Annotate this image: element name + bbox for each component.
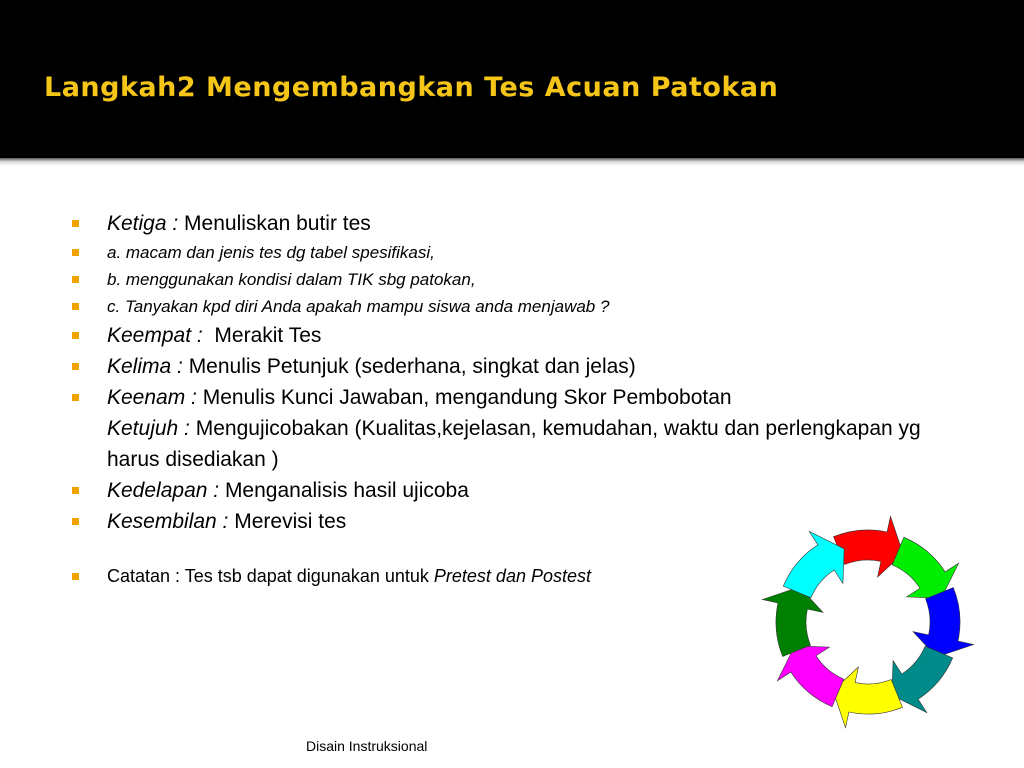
sub-step-text: b. menggunakan kondisi dalam TIK sbg patokan, xyxy=(107,270,476,289)
cycle-arrow-green xyxy=(892,537,958,598)
step-label: Ketiga : xyxy=(107,212,179,235)
slide-footer: Disain Instruksional xyxy=(306,738,428,754)
step-label: Kedelapan : xyxy=(107,479,220,502)
step-text: Menulis Kunci Jawaban, mengandung Skor Pembobotan xyxy=(196,386,732,409)
step-label: Kesembilan : xyxy=(107,510,229,533)
title-divider xyxy=(0,158,1024,166)
cycle-arrow-blue xyxy=(913,588,974,658)
bullet-keempat xyxy=(72,320,952,351)
sub-step-text: a. macam dan jenis tes dg tabel spesifikasi, xyxy=(107,243,435,262)
bullet-marker xyxy=(72,276,79,283)
bullet-marker xyxy=(72,303,79,310)
bullet-keenam xyxy=(72,382,952,413)
bullet-marker xyxy=(72,332,79,339)
note-text: Catatan : Tes tsb dapat digunakan untuk xyxy=(107,566,434,586)
bullet-sub-a xyxy=(72,239,952,266)
step-label: Keenam : xyxy=(107,386,197,409)
sub-step-text: c. Tanyakan kpd diri Anda apakah mampu siswa anda menjawab ? xyxy=(107,297,610,316)
bullet-sub-c xyxy=(72,293,952,320)
cycle-arrow-red xyxy=(834,516,904,577)
circular-arrows-cycle-icon xyxy=(758,510,978,735)
step-label: Kelima : xyxy=(107,355,183,378)
bullet-ketujuh xyxy=(72,413,952,475)
cycle-arrow-teal xyxy=(892,646,953,712)
step-text: Mengujicobakan (Kualitas,kejelasan, kemudahan, waktu dan perlengkapan yg harus disediakan ) xyxy=(107,417,921,471)
step-text: Menulis Petunjuk (sederhana, singkat dan jelas) xyxy=(182,355,636,378)
cycle-arrow-cyan xyxy=(783,531,844,597)
bullet-kedelapan xyxy=(72,475,952,506)
cycle-arrow-yellow xyxy=(833,667,903,728)
cycle-arrows xyxy=(762,516,973,727)
bullet-marker xyxy=(72,518,79,525)
slide-title: Langkah2 Mengembangkan Tes Acuan Patokan xyxy=(44,72,779,103)
bullet-marker xyxy=(72,363,79,370)
cycle-arrow-magenta xyxy=(777,646,843,707)
step-text: Menganalisis hasil ujicoba xyxy=(219,479,469,502)
bullet-marker xyxy=(72,394,79,401)
bullet-sub-b xyxy=(72,266,952,293)
step-text: Merakit Tes xyxy=(202,324,322,347)
cycle-arrow-dark-green xyxy=(762,587,823,657)
step-text: Menuliskan butir tes xyxy=(178,212,371,235)
bullet-marker xyxy=(72,220,79,227)
bullet-kelima xyxy=(72,351,952,382)
bullet-marker xyxy=(72,487,79,494)
bullet-ketiga xyxy=(72,208,952,239)
bullet-marker xyxy=(72,249,79,256)
bullet-marker xyxy=(72,573,79,580)
step-label: Keempat : xyxy=(107,324,203,347)
note-emphasis: Pretest dan Postest xyxy=(433,566,591,586)
step-text: Merevisi tes xyxy=(228,510,347,533)
step-label: Ketujuh : xyxy=(107,417,190,440)
